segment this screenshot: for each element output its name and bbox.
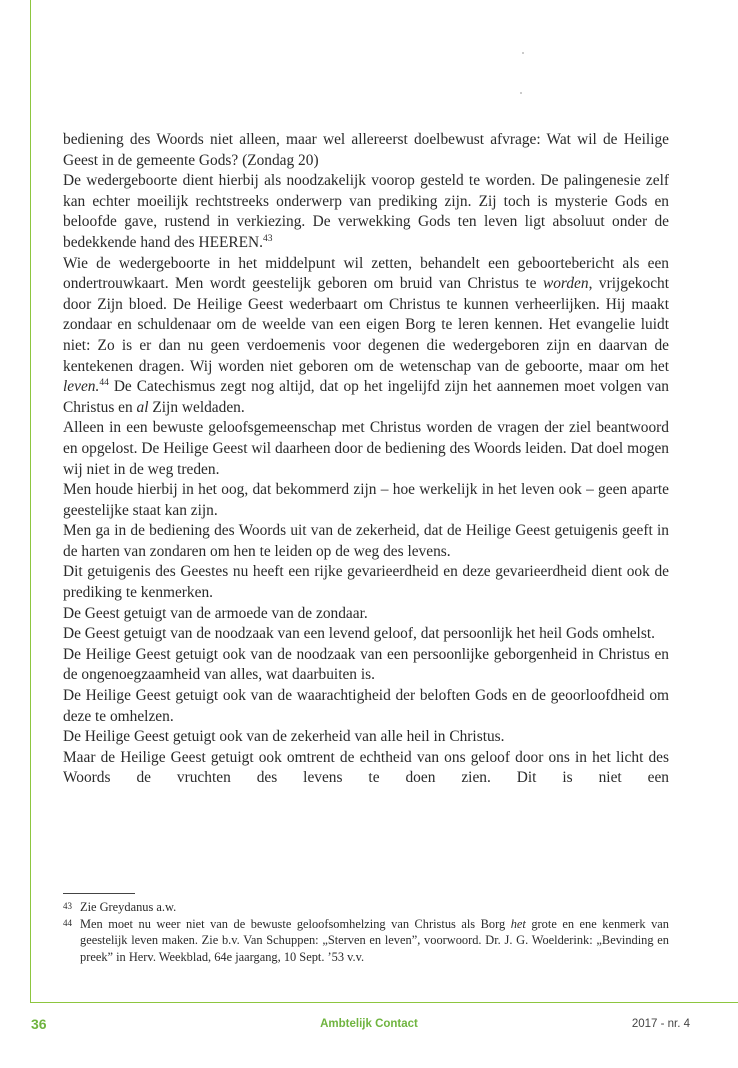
paragraph: Men houde hierbij in het oog, dat bekommerd zijn – hoe werkelijk in het leven ook – geen aparte geestelijke staat kan zijn. [63, 481, 669, 519]
article-body [63, 130, 669, 789]
scan-speck [520, 92, 522, 94]
paragraph: De wedergeboorte dient hierbij als noodzakelijk voorop gesteld te worden. De palingenesie zelf kan echter moeilijk rechtstreeks onderwerp van prediking zijn. Zij toch is mysterie Gods en beloofde gave, rustend in verkiezing. De verwekking Gods ten leven ligt absoluut onder de bedekkende hand des HEEREN.$^{43}$ [63, 172, 669, 251]
page-footer [0, 1016, 738, 1036]
emphasis: leven. [63, 378, 100, 396]
footnotes [63, 899, 669, 965]
paragraph: Men ga in de bediening des Woords uit van de zekerheid, dat de Heilige Geest getuigenis geeft in de harten van zondaren om hen te leiden op de weg des levens. [63, 522, 669, 560]
paragraph: De Geest getuigt van de armoede van de zondaar. [63, 604, 368, 622]
magazine-title: Ambtelijk Contact [320, 1018, 418, 1030]
scan-speck [522, 52, 524, 54]
page-border-vertical [30, 0, 31, 1003]
page-number: 36 [31, 1016, 47, 1032]
footnote-44: 44 Men moet nu weer niet van de bewuste geloofsomhelzing van Christus als Borg het grote en ene kenmerk van geestelijk leven maken. Zie b.v. Van Schuppen: „Sterven en leven”, voorwoord. Dr. J. G. Woelderink: „Bevinding en preek” in Herv. Weekblad, 64e jaargang, 10 Sept. ’53 v.v. [63, 916, 669, 964]
paragraph: Dit getuigenis des Geestes nu heeft een rijke gevarieerdheid en deze gevarieerdheid dient ook de prediking te kenmerken. [63, 563, 669, 602]
paragraph: Maar de Heilige Geest getuigt ook omtrent de echtheid van ons geloof door ons in het licht des Woords de vruchten des levens te doen zien. Dit is niet een [63, 748, 669, 787]
footnote-number: 43 [63, 901, 72, 911]
page-border-horizontal [30, 1002, 738, 1003]
paragraph: De Geest getuigt van de noodzaak van een levend geloof, dat persoonlijk het heil Gods omhelst. [63, 625, 655, 643]
footnote-43: 43 Zie Greydanus a.w. [63, 900, 177, 914]
paragraph: De Heilige Geest getuigt ook van de waarachtigheid der beloften Gods en de geoorloofdheid om deze te omhelzen. [63, 687, 669, 725]
paragraph: Wie de wedergeboorte in het middelpunt wil zetten, behandelt een geboortebericht als een ondertrouwkaart. Men wordt geestelijk geboren om bruid van Christus te worden, vrijgekocht door Zijn bloed. De Heilige Geest wederbaart om Christus te kunnen verheerlijken. Hij maakt zondaar en schuldenaar om de weelde van een eigen Borg te leren kennen. Het evangelie luidt niet: Zo is er dan nu geen verdoemenis voor degenen die wedergeboren zijn en daarvan de kentekenen dragen. Wij worden niet geboren om de wetenschap van de geboorte, maar om het leven.$^{44}$ De Catechismus zegt nog altijd, dat op het ingelijfd zijn het aannemen moet volgen van Christus en al Zijn weldaden. [63, 254, 669, 416]
issue-label: 2017 - nr. 4 [631, 1018, 690, 1030]
emphasis: worden [542, 275, 589, 293]
emphasis: al [136, 398, 149, 416]
footnote-ref: 43 [263, 233, 273, 244]
paragraph: De Heilige Geest getuigt ook van de zekerheid van alle heil in Christus. [63, 728, 505, 746]
footnote-separator [63, 893, 135, 894]
footnote-number: 44 [63, 917, 72, 928]
emphasis: het [510, 916, 526, 931]
paragraph: bediening des Woords niet alleen, maar wel allereerst doelbewust afvrage: Wat wil de Heilige Geest in de gemeente Gods? (Zondag 20) [63, 131, 669, 169]
paragraph: De Heilige Geest getuigt ook van de noodzaak van een persoonlijke geborgenheid in Christus en de ongenoegzaamheid van alles, wat daarbuiten is. [63, 645, 669, 684]
footnote-ref: 44 [99, 378, 109, 389]
paragraph: Alleen in een bewuste geloofsgemeenschap met Christus worden de vragen der ziel beantwoord en opgelost. De Heilige Geest wil daarheen door de bediening des Woords leiden. Dat doel mogen wij niet in de weg treden. [63, 419, 669, 478]
